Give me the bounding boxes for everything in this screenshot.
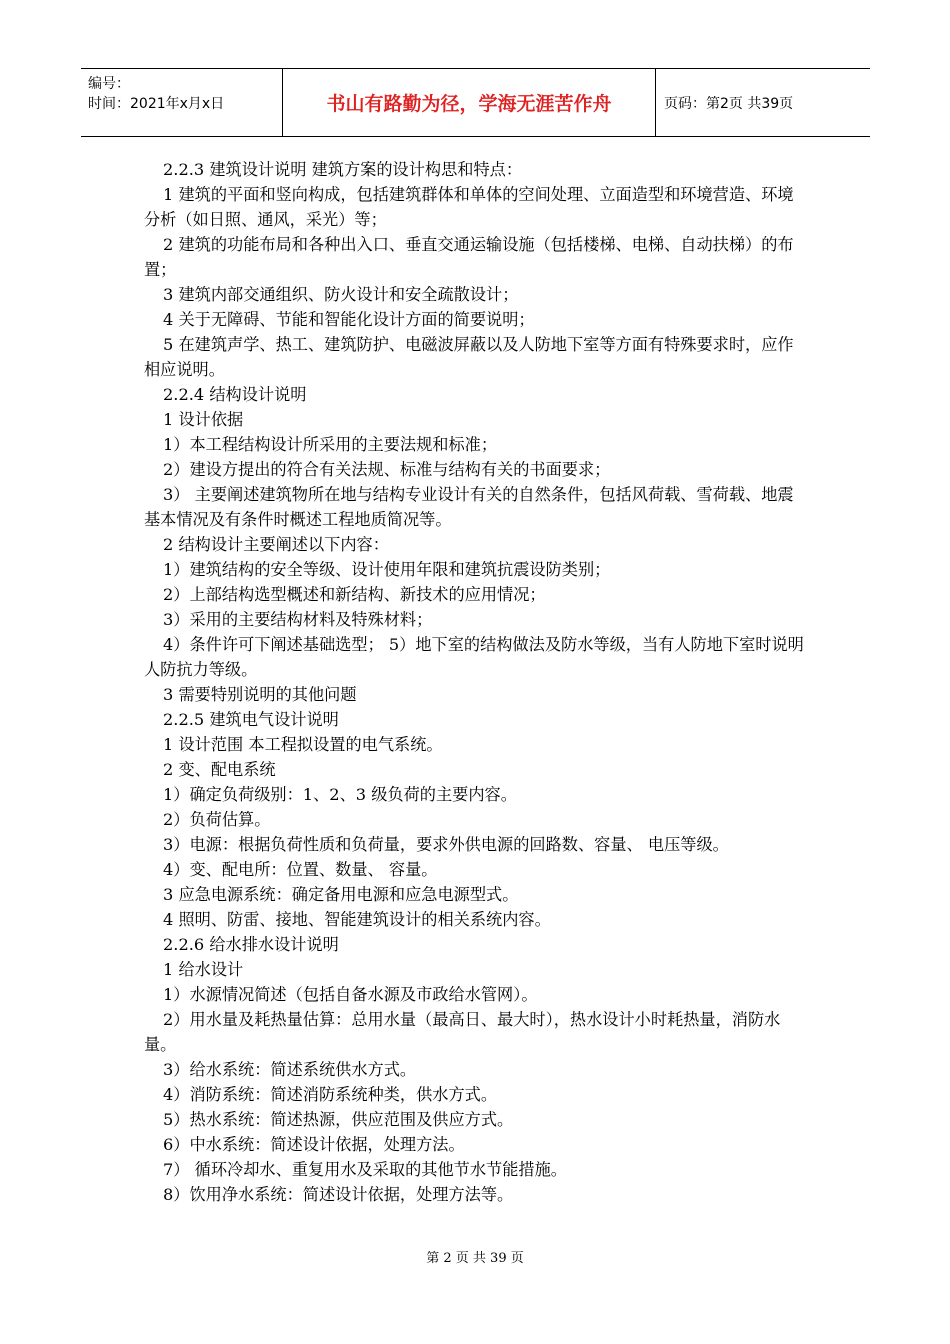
body-paragraph: 3）电源：根据负荷性质和负荷量，要求外供电源的回路数、容量、 电压等级。 (163, 835, 729, 854)
body-paragraph: 1 给水设计 (163, 960, 244, 979)
body-paragraph: 5 在建筑声学、热工、建筑防护、电磁波屏蔽以及人防地下室等方面有特殊要求时，应作相应说明。 (144, 335, 794, 379)
document-number-label: 编号： (88, 76, 130, 92)
body-paragraph: 4）变、配电所：位置、数量、 容量。 (163, 860, 438, 879)
body-paragraph: 4 照明、防雷、接地、智能建筑设计的相关系统内容。 (163, 910, 551, 929)
document-date-label: 时间：2021年x月x日 (88, 96, 225, 112)
body-paragraph: 5）热水系统：简述热源，供应范围及供应方式。 (163, 1110, 514, 1129)
body-paragraph: 2.2.5 建筑电气设计说明 (163, 710, 339, 729)
header-page-number: 页码：第2页 共39页 (664, 95, 794, 112)
page-header (81, 68, 870, 137)
body-paragraph: 3）给水系统：简述系统供水方式。 (163, 1060, 417, 1079)
body-paragraph: 2）负荷估算。 (163, 810, 271, 829)
body-paragraph: 4）条件许可下阐述基础选型； 5）地下室的结构做法及防水等级，当有人防地下室时说明人防抗力等级。 (144, 635, 804, 679)
body-paragraph: 1 设计依据 (163, 410, 244, 429)
body-paragraph: 3 建筑内部交通组织、防火设计和安全疏散设计； (163, 285, 519, 304)
body-paragraph: 1 设计范围 本工程拟设置的电气系统。 (163, 735, 443, 754)
body-paragraph: 3 需要特别说明的其他问题 (163, 685, 357, 704)
document-body (144, 157, 809, 1207)
body-paragraph: 2）上部结构选型概述和新结构、新技术的应用情况； (163, 585, 546, 604)
body-paragraph: 2.2.6 给水排水设计说明 (163, 935, 339, 954)
body-paragraph: 1）水源情况简述（包括自备水源及市政给水管网）。 (163, 985, 538, 1004)
body-paragraph: 1）建筑结构的安全等级、设计使用年限和建筑抗震设防类别； (163, 560, 611, 579)
body-paragraph: 2 变、配电系统 (163, 760, 276, 779)
body-paragraph: 6）中水系统：简述设计依据，处理方法。 (163, 1135, 465, 1154)
body-paragraph: 4）消防系统：简述消防系统种类，供水方式。 (163, 1085, 498, 1104)
body-paragraph: 8）饮用净水系统：简述设计依据，处理方法等。 (163, 1185, 514, 1204)
header-motto: 书山有路勤为径，学海无涯苦作舟 (283, 69, 656, 136)
body-paragraph: 2.2.4 结构设计说明 (163, 385, 307, 404)
body-paragraph: 4 关于无障碍、节能和智能化设计方面的简要说明； (163, 310, 535, 329)
body-paragraph: 3）采用的主要结构材料及特殊材料； (163, 610, 433, 629)
body-paragraph: 1 建筑的平面和竖向构成，包括建筑群体和单体的空间处理、立面造型和环境营造、环境分析（如日照、通风，采光）等； (144, 185, 794, 229)
body-paragraph: 1）确定负荷级别：1、2、3 级负荷的主要内容。 (163, 785, 517, 804)
body-paragraph: 2 结构设计主要阐述以下内容： (163, 535, 389, 554)
page-footer: 第 2 页 共 39 页 (426, 1251, 524, 1266)
body-paragraph: 2.2.3 建筑设计说明 建筑方案的设计构思和特点： (163, 160, 523, 179)
body-paragraph: 1）本工程结构设计所采用的主要法规和标准； (163, 435, 498, 454)
body-paragraph: 7） 循环冷却水、重复用水及采取的其他节水节能措施。 (163, 1160, 567, 1179)
body-paragraph: 3） 主要阐述建筑物所在地与结构专业设计有关的自然条件，包括风荷载、雪荷载、地震基本情况及有条件时概述工程地质简况等。 (144, 485, 794, 529)
body-paragraph: 2 建筑的功能布局和各种出入口、垂直交通运输设施（包括楼梯、电梯、自动扶梯）的布置； (144, 235, 794, 279)
body-paragraph: 3 应急电源系统：确定备用电源和应急电源型式。 (163, 885, 519, 904)
body-paragraph: 2）用水量及耗热量估算：总用水量（最高日、最大时），热水设计小时耗热量，消防水量。 (144, 1010, 781, 1054)
body-paragraph: 2）建设方提出的符合有关法规、标准与结构有关的书面要求； (163, 460, 611, 479)
header-meta (81, 69, 283, 136)
